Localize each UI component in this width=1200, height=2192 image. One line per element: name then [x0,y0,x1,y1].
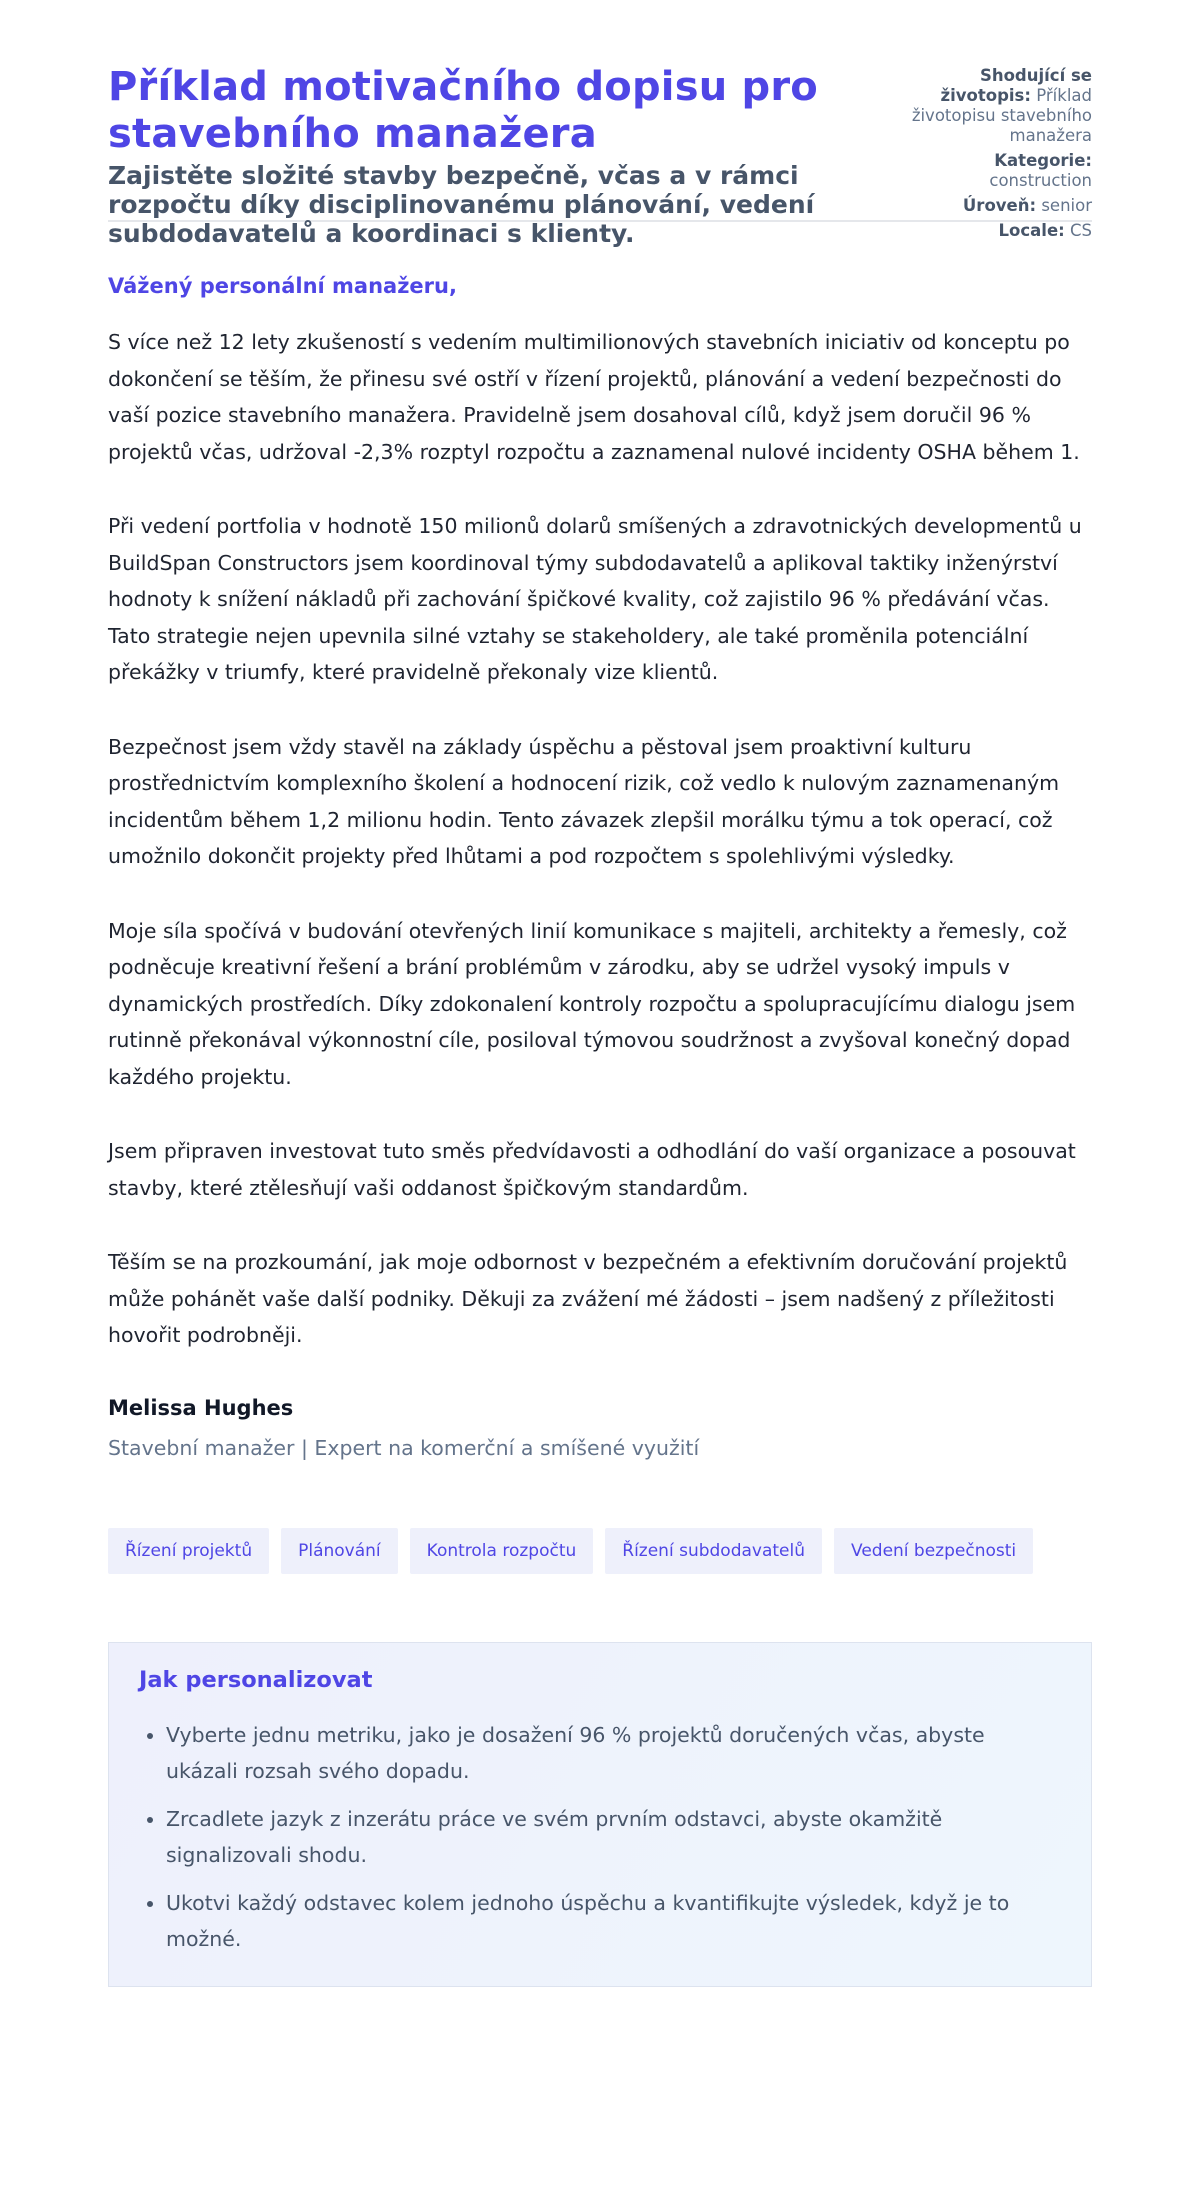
tips-list [139,1717,1061,1958]
letter-paragraph: Bezpečnost jsem vždy stavěl na základy úspěchu a pěstoval jsem proaktivní kulturu prostřednictvím komplexního školení a hodnocení rizik, což vedlo k nulovým zaznamenaným incidentům během 1,2 milionu hodin. Tento závazek zlepšil morálku týmu a tok operací, což umožnilo dokončit projekty před lhůtami a pod rozpočtem s spolehlivými výsledky. [108,734,1060,868]
tip-item: • Vyberte jednu metriku, jako je dosažení 96 % projektů doručených včas, abyste ukázali rozsah svého dopadu. [166,1717,1061,1790]
meta-matching-resume [892,66,1092,146]
page-header [108,0,1092,248]
meta-key: Úroveň: [962,196,1037,215]
letter-content [108,272,1092,1987]
signature-name: Melissa Hughes [108,1395,294,1420]
page-subtitle: Zajistěte složité stavby bezpečně, včas a v rámci rozpočtu díky disciplinovanému plánování, vedení subdodavatelů a koordinaci s klienty. [108,161,815,248]
meta-locale [892,221,1092,241]
page-title: Příklad motivačního dopisu pro stavebního manažera [108,64,818,157]
meta-value: senior [1041,196,1092,215]
meta-key: Kategorie: [994,151,1092,170]
tip-item: • Ukotvi každý odstavec kolem jednoho úspěchu a kvantifikujte výsledek, když je to možné. [166,1885,1061,1958]
meta-value: CS [1070,221,1092,240]
letter-paragraph: Při vedení portfolia v hodnotě 150 milionů dolarů smíšených a zdravotnických developmentů u BuildSpan Constructors jsem koordinoval týmy subdodavatelů a aplikoval taktiky inženýrství hodnoty k snížení nákladů při zachování špičkové kvality, což zajistilo 96 % předávání včas. Tato strategie nejen upevnila silné vztahy se stakeholdery, ale také proměnila potenciální překážky v triumfy, které pravidelně překonaly vize klientů. [108,514,1082,684]
skill-tags [108,1528,1092,1574]
tips-title: Jak personalizovat [139,1666,373,1693]
meta-level [892,196,1092,216]
skill-tag: Vedení bezpečnosti [834,1528,1033,1574]
skill-tag: Řízení subdodavatelů [605,1528,822,1574]
letter-paragraph: Jsem připraven investovat tuto směs předvídavosti a odhodlání do vaší organizace a posouvat stavby, které ztělesňují vaši oddanost špičkovým standardům. [108,1139,1076,1200]
tip-item: • Zrcadlete jazyk z inzerátu práce ve svém prvním odstavci, abyste okamžitě signalizovali shodu. [166,1801,1061,1874]
letter-body [108,324,1092,1354]
letter-paragraph: S více než 12 lety zkušeností s vedením multimilionových stavebních iniciativ od konceptu po dokončení se těším, že přinesu své ostří v řízení projektů, plánování a vedení bezpečnosti do vaší pozice stavebního manažera. Pravidelně jsem dosahoval cílů, když jsem doručil 96 % projektů včas, udržoval -2,3% rozptyl rozpočtu a zaznamenal nulové incidenty OSHA během 1. [108,330,1080,464]
meta-value: construction [989,171,1092,190]
skill-tag: Řízení projektů [108,1528,269,1574]
skill-tag: Plánování [281,1528,398,1574]
meta-value: Příklad životopisu stavebního manažera [911,86,1092,145]
salutation: Vážený personální manažeru, [108,274,457,298]
meta-key: Locale: [998,221,1065,240]
personalization-tips [108,1642,1092,1987]
document-meta [892,64,1092,246]
letter-paragraph: Moje síla spočívá v budování otevřených linií komunikace s majiteli, architekty a řemesly, což podněcuje kreativní řešení a brání problémům v zárodku, aby se udržel vysoký impuls v dynamických prostředích. Díky zdokonalení kontroly rozpočtu a spolupracujícímu dialogu jsem rutinně překonával výkonnostní cíle, posiloval týmovou soudržnost a zvyšoval konečný dopad každého projektu. [108,918,1076,1089]
signature-block [108,1394,1092,1462]
signature-title: Stavební manažer | Expert na komerční a smíšené využití [108,1435,700,1460]
letter-paragraph: Těším se na prozkoumání, jak moje odbornost v bezpečném a efektivním doručování projektů může pohánět vaše další podniky. Děkuji za zvážení mé žádosti – jsem nadšený z příležitosti hovořit podrobněji. [108,1250,1068,1347]
meta-key: Shodující se životopis: [940,66,1092,105]
header-title-block [108,64,868,248]
meta-category [892,151,1092,191]
skill-tag: Kontrola rozpočtu [410,1528,594,1574]
